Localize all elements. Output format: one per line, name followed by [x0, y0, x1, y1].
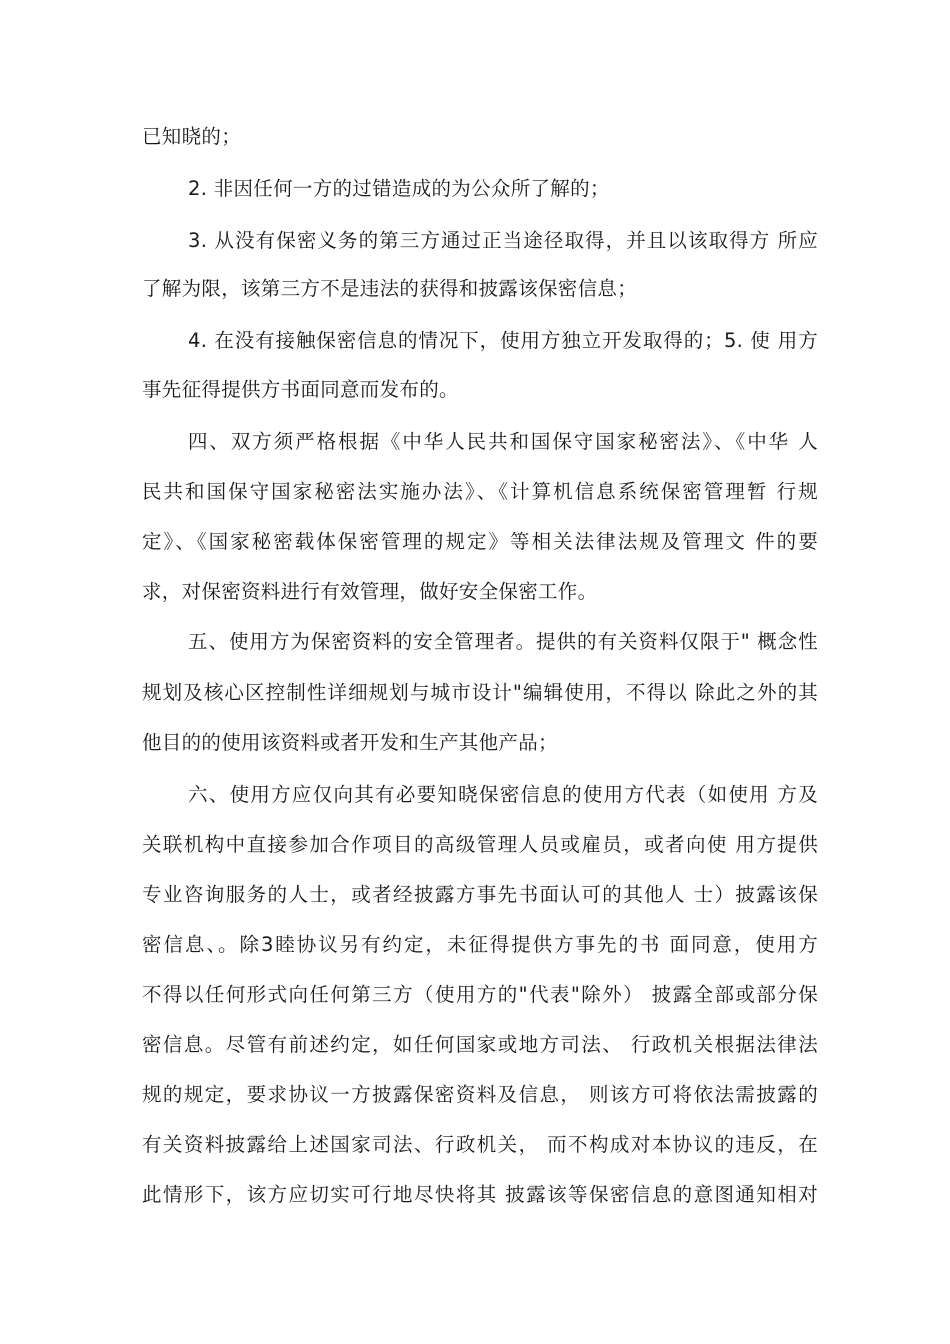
clause-4-line-1: 4. 在没有接触保密信息的情况下，使用方独立开发取得的；5. 使 用方 — [188, 329, 818, 352]
clause-3-line-1: 3. 从没有保密义务的第三方通过正当途径取得，并且以该取得方 所应 — [188, 229, 818, 252]
section-6-line-7: 规的规定，要求协议一方披露保密资料及信息， 则该方可将依法需披露的 — [142, 1083, 818, 1106]
clause-4-line-2: 事先征得提供方书面同意而发布的。 — [142, 378, 459, 401]
section-6-line-9: 此情形下，该方应切实可行地尽快将其 披露该等保密信息的意图通知相对 — [142, 1183, 818, 1206]
section-4-line-4: 求，对保密资料进行有效管理，做好安全保密工作。 — [142, 580, 598, 603]
section-6-line-1: 六、使用方应仅向其有必要知晓保密信息的使用方代表（如使用 方及 — [188, 783, 818, 806]
section-6-line-2: 关联机构中直接参加合作项目的高级管理人员或雇员，或者向使 用方提供 — [142, 833, 818, 856]
section-5-line-1: 五、使用方为保密资料的安全管理者。提供的有关资料仅限于" 概念性 — [188, 630, 818, 653]
clause-2-line: 2. 非因任何一方的过错造成的为公众所了解的； — [188, 177, 610, 200]
text-line-1: 已知晓的； — [142, 125, 242, 148]
clause-3-line-2: 了解为限，该第三方不是违法的获得和披露该保密信息； — [142, 277, 638, 300]
section-5-line-3: 他目的的使用该资料或者开发和生产其他产品； — [142, 731, 558, 754]
section-4-line-1: 四、双方须严格根据《中华人民共和国保守国家秘密法》、《中华 人 — [188, 430, 818, 453]
section-6-line-4: 密信息、。除3睦协议另有约定，未征得提供方事先的书 面同意，使用方 — [142, 933, 818, 956]
section-4-line-3: 定》、《国家秘密载体保密管理的规定》等相关法律法规及管理文 件的要 — [142, 530, 818, 553]
section-4-line-2: 民共和国保守国家秘密法实施办法》、《计算机信息系统保密管理暂 行规 — [142, 480, 818, 503]
section-6-line-5: 不得以任何形式向任何第三方（使用方的"代表"除外） 披露全部或部分保 — [142, 983, 818, 1006]
section-5-line-2: 规划及核心区控制性详细规划与城市设计"编辑使用，不得以 除此之外的其 — [142, 681, 818, 704]
section-6-line-8: 有关资料披露给上述国家司法、行政机关， 而不构成对本协议的违反，在 — [142, 1133, 818, 1156]
section-6-line-6: 密信息。尽管有前述约定，如任何国家或地方司法、 行政机关根据法律法 — [142, 1033, 818, 1056]
section-6-line-3: 专业咨询服务的人士，或者经披露方事先书面认可的其他人 士）披露该保 — [142, 883, 818, 906]
